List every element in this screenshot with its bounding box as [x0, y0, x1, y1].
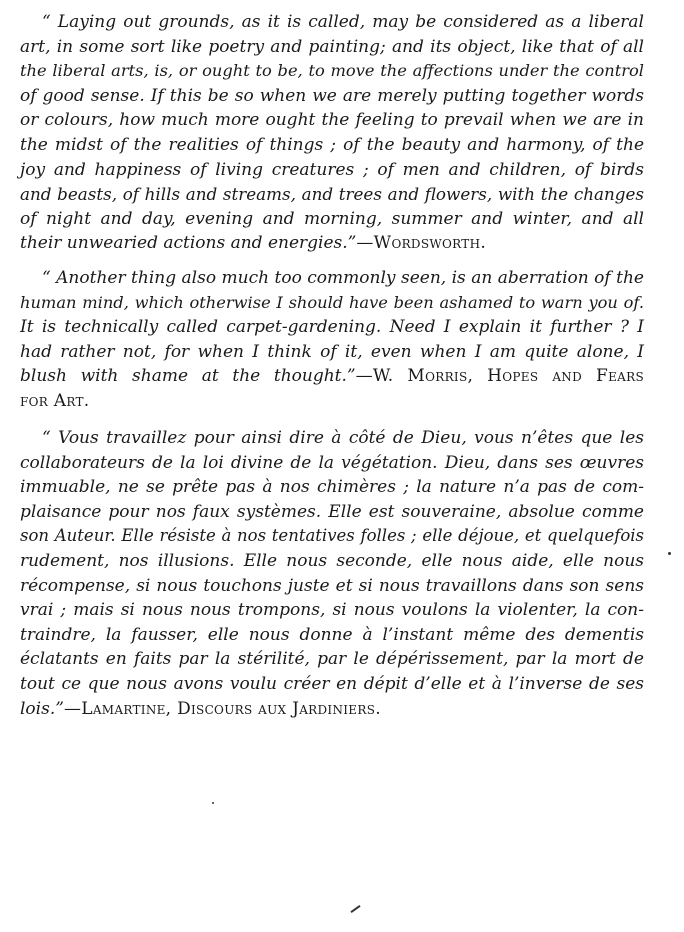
quote-line: It is technically called carpet-gardening. Need I explain it further ? I	[20, 317, 644, 338]
quote-morris	[20, 266, 644, 414]
attribution: —Lamartine, Discours aux Jardiniers.	[63, 698, 381, 719]
quote-line: vrai ; mais si nous nous trompons, si nous voulons la violenter, la con-	[20, 600, 644, 621]
quote-line	[20, 364, 644, 389]
quote-line: tout ce que nous avons voulu créer en dépit d’elle et à l’inverse de ses	[20, 673, 644, 694]
quote-line: traindre, la fausser, elle nous donne à l’instant même des dementis	[20, 624, 644, 645]
quote-line: joy and happiness of living creatures ; of men and children, of birds	[20, 159, 644, 180]
quote-line: plaisance pour nos faux systèmes. Elle est souveraine, absolue comme	[20, 501, 644, 522]
scan-speck	[668, 552, 671, 555]
quote-line: human mind, which otherwise I should have been ashamed to warn you of.	[20, 292, 644, 312]
quote-line: had rather not, for when I think of it, even when I am quite alone, I	[20, 341, 644, 362]
quote-line: “ Vous travaillez pour ainsi dire à côté de Dieu, vous n’êtes que les	[42, 428, 644, 448]
quote-line: récompense, si nous touchons juste et si nous travaillons dans son sens	[20, 575, 644, 596]
quote-line	[20, 389, 644, 414]
quote-line: of night and day, evening and morning, summer and winter, and all	[20, 208, 644, 229]
quote-line: the midst of the realities of things ; of the beauty and harmony, of the	[20, 134, 644, 155]
quote-line: the liberal arts, is, or ought to be, to move the affections under the control	[20, 61, 644, 81]
quote-line: or colours, how much more ought the feeling to prevail when we are in	[20, 110, 644, 131]
scan-speck	[212, 802, 214, 804]
quote-line: éclatants en faits par la stérilité, par le dépérissement, par la mort de	[20, 649, 644, 670]
quote-line: “ Laying out grounds, as it is called, may be considered as a liberal	[42, 12, 644, 32]
quote-line: of good sense. If this be so when we are merely putting together words	[20, 85, 644, 106]
scan-mark	[350, 905, 360, 913]
quote-line	[20, 231, 644, 256]
quote-text: blush with shame at the thought.”	[20, 366, 356, 387]
attribution: —W. Morris, Hopes and Fears	[355, 366, 644, 387]
quote-line: “ Another thing also much too commonly seen, is an aberration of the	[42, 268, 644, 288]
quote-lamartine	[20, 426, 644, 721]
quote-line: rudement, nos illusions. Elle nous seconde, elle nous aide, elle nous	[20, 550, 644, 571]
quote-line	[20, 697, 644, 722]
attribution-continued: for Art.	[20, 390, 90, 411]
quote-wordsworth	[20, 10, 644, 256]
quote-text: lois.”	[20, 698, 64, 719]
quote-line: art, in some sort like poetry and painting; and its object, like that of all	[20, 36, 644, 57]
quote-line: collaborateurs de la loi divine de la végétation. Dieu, dans ses œuvres	[20, 452, 644, 473]
quote-text: their unwearied actions and energies.”	[20, 233, 357, 254]
quote-line: immuable, ne se prête pas à nos chimères ; la nature n’a pas de com-	[20, 477, 644, 498]
quote-line: son Auteur. Elle résiste à nos tentatives folles ; elle déjoue, et quelquefois	[20, 526, 644, 546]
quote-line: and beasts, of hills and streams, and trees and flowers, with the changes	[20, 184, 644, 205]
attribution: —Wordsworth.	[356, 233, 487, 254]
